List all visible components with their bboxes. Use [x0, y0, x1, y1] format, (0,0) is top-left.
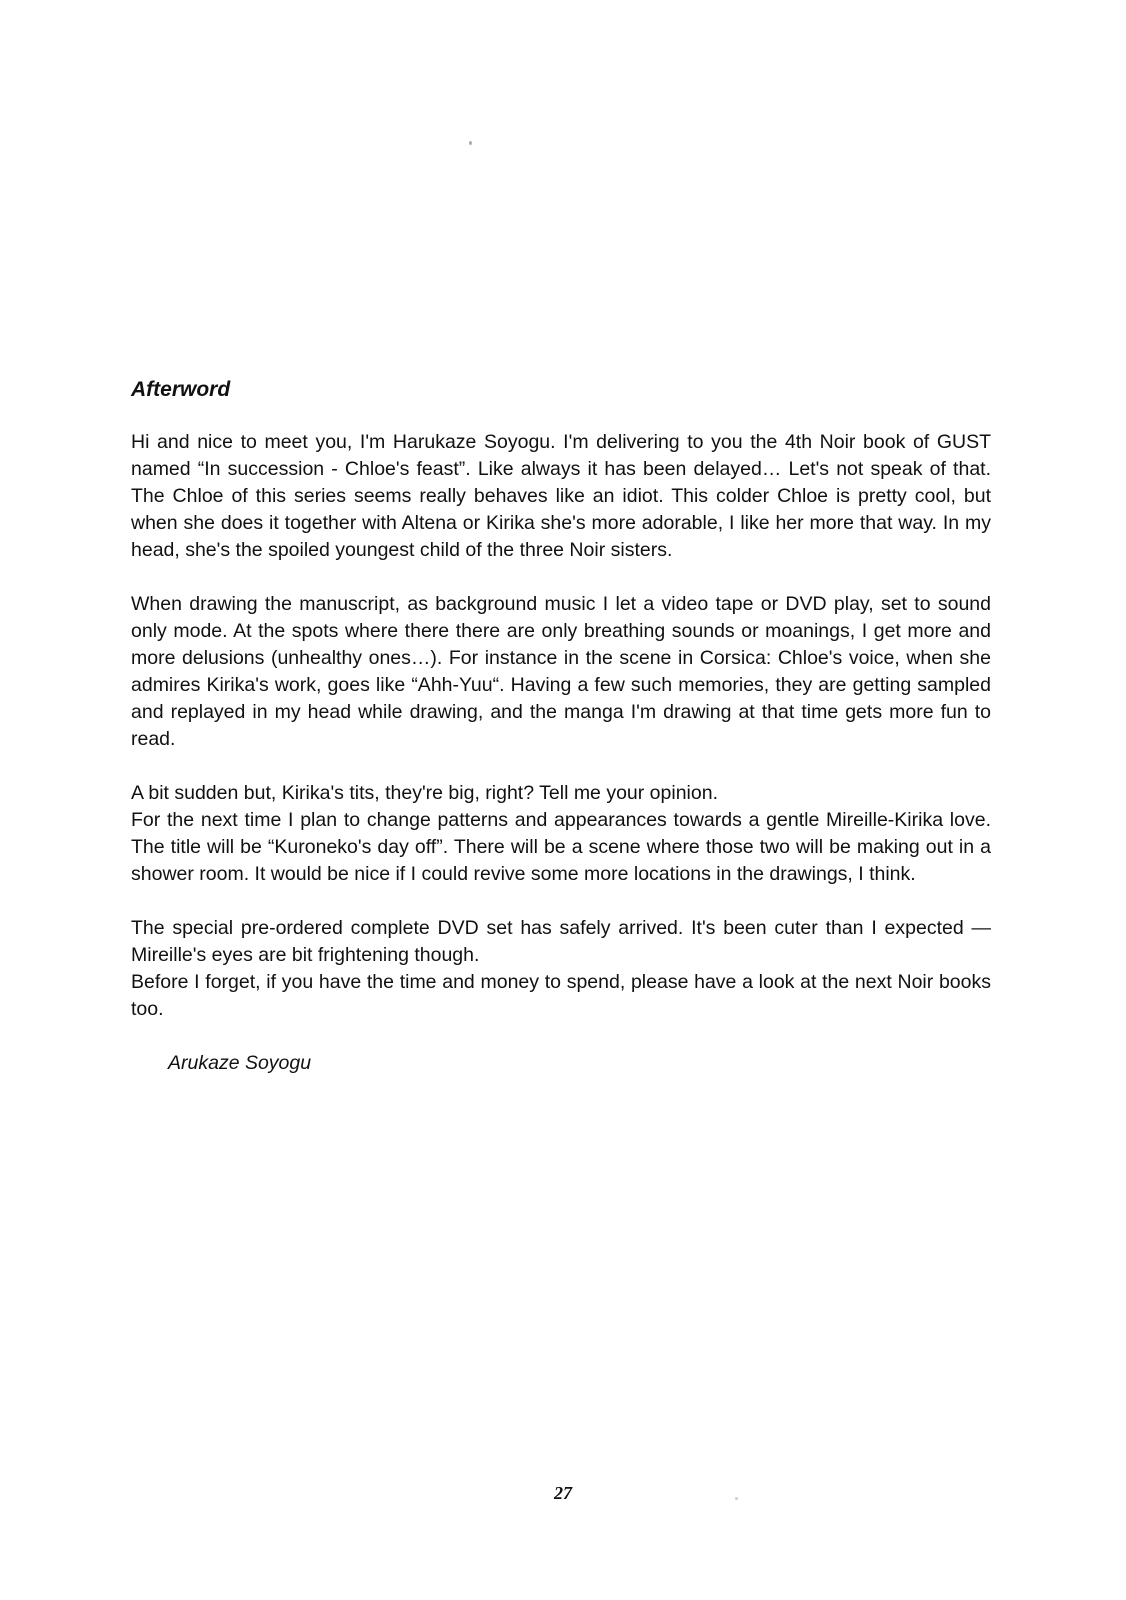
afterword-text-block — [131, 376, 991, 1077]
paragraph — [131, 915, 991, 1023]
author-signature: Arukaze Soyogu — [168, 1052, 312, 1074]
scan-speck-artifact — [735, 1497, 738, 1500]
paragraph-text: The special pre-ordered complete DVD set has safely arrived. It's been cuter than I expected — Mireille's eyes are bit frightening though. — [131, 917, 991, 966]
paragraph-text: For the next time I plan to change patterns and appearances towards a gentle Mireille-Kirika love. The title will be “Kuroneko's day off”. There will be a scene where those two will be making out in a shower room. It would be nice if I could revive some more locations in the drawings, I think. — [131, 809, 991, 885]
paragraph-text: Hi and nice to meet you, I'm Harukaze Soyogu. I'm delivering to you the 4th Noir book of GUST named “In succession - Chloe's feast”. Like always it has been delayed… Let's not speak of that. The Chloe of this series seems really behaves like an idiot. This colder Chloe is pretty cool, but when she does it together with Altena or Kirika she's more adorable, I like her more that way. In my head, she's the spoiled youngest child of the three Noir sisters. — [131, 431, 991, 561]
scan-speck-artifact — [469, 141, 472, 145]
paragraph-text: Before I forget, if you have the time and money to spend, please have a look at the next Noir books too. — [131, 971, 991, 1020]
paragraph — [131, 591, 991, 753]
page-title: Afterword — [131, 378, 231, 401]
paragraph — [131, 429, 991, 564]
paragraph — [131, 780, 991, 888]
paragraph-text: When drawing the manuscript, as background music I let a video tape or DVD play, set to sound only mode. At the spots where there there are only breathing sounds or moanings, I get more and more delusions (unhealthy ones…). For instance in the scene in Corsica: Chloe's voice, when she admires Kirika's work, goes like “Ahh-Yuu“. Having a few such memories, they are getting sampled and replayed in my head while drawing, and the manga I'm drawing at that time gets more fun to read. — [131, 593, 991, 750]
paragraph-text: A bit sudden but, Kirika's tits, they're big, right? Tell me your opinion. — [131, 782, 718, 804]
page-number: 27 — [554, 1483, 572, 1503]
